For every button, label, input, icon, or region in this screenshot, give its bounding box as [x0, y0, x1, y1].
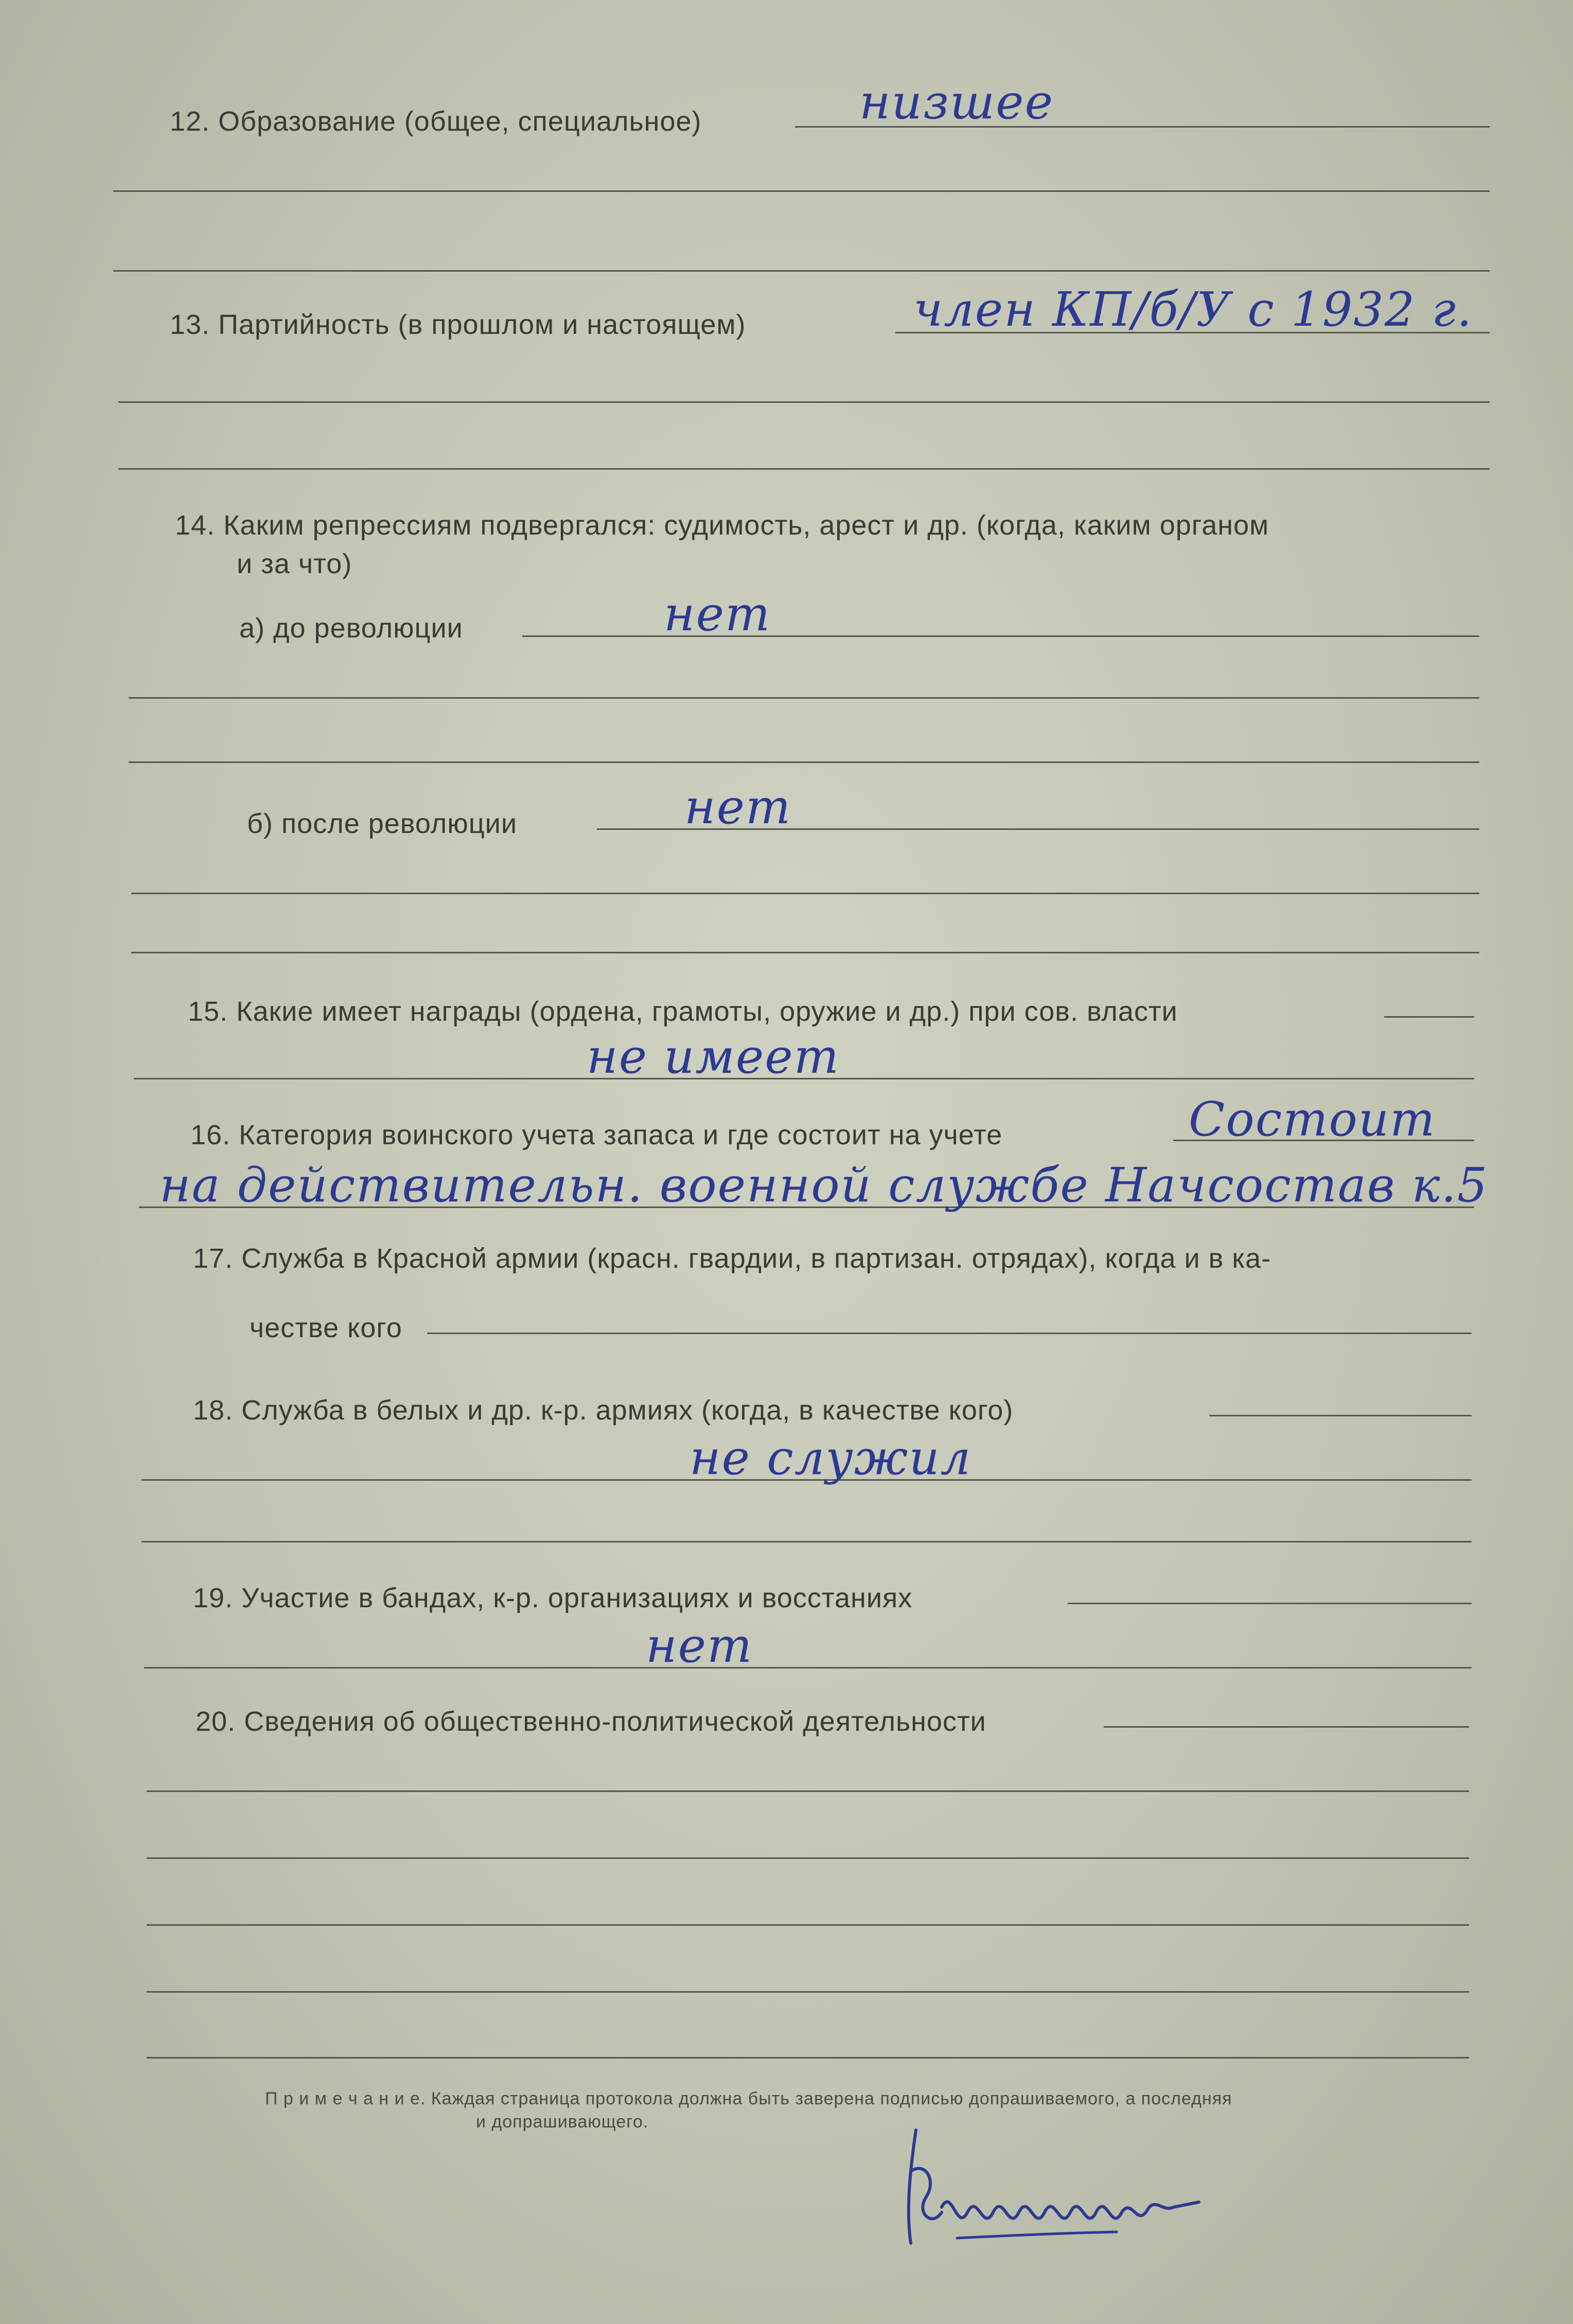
q15-answer: не имеет: [587, 1029, 840, 1084]
q14-b-answer: нет: [684, 779, 792, 835]
answer-line: [1104, 1726, 1469, 1728]
answer-line: [147, 1790, 1469, 1792]
answer-line: [147, 1991, 1469, 1993]
q15-label: 15. Какие имеет награды (ордена, грамоты, оружие и др.) при сов. власти: [188, 996, 1178, 1027]
q16-label: 16. Категория воинского учета запаса и где состоит на учете: [190, 1120, 1003, 1150]
answer-line: [1384, 1016, 1474, 1018]
answer-line: [142, 1541, 1472, 1542]
q14-b-label: б) после революции: [247, 808, 517, 839]
answer-line: [147, 2057, 1469, 2059]
q18-answer: не служил: [690, 1430, 972, 1485]
answer-line: [1209, 1415, 1472, 1416]
q16-answer-1: Состоит: [1189, 1092, 1436, 1147]
footnote-line-1: П р и м е ч а н и е. Каждая страница протокола должна быть заверена подписью допрашиваемого, а последняя: [265, 2089, 1232, 2108]
q14-a-answer: нет: [664, 587, 771, 642]
q20-label: 20. Сведения об общественно-политической деятельности: [196, 1706, 986, 1737]
answer-line: [118, 401, 1490, 403]
answer-line: [131, 893, 1479, 894]
q14-a-label: а) до революции: [239, 613, 463, 644]
answer-line: [144, 1667, 1472, 1669]
q14-label-1: 14. Каким репрессиям подвергался: судимость, арест и др. (когда, каким органом: [175, 510, 1269, 541]
answer-line: [1068, 1603, 1472, 1604]
answer-line: [131, 952, 1479, 953]
answer-line: [129, 761, 1479, 763]
handwritten-signature: [895, 2109, 1214, 2264]
answer-line: [147, 1924, 1469, 1926]
answer-line: [427, 1333, 1472, 1334]
q18-label: 18. Служба в белых и др. к-р. армиях (когда, в качестве кого): [193, 1395, 1014, 1426]
answer-line: [129, 697, 1479, 699]
answer-line: [113, 190, 1490, 192]
q19-label: 19. Участие в бандах, к-р. организациях и восстаниях: [193, 1583, 913, 1613]
answer-line: [113, 270, 1490, 272]
q17-label-1: 17. Служба в Красной армии (красн. гвардии, в партизан. отрядах), когда и в ка-: [193, 1243, 1271, 1274]
q13-answer: член КП/б/У с 1932 г.: [913, 282, 1473, 337]
answer-line: [118, 468, 1490, 470]
q19-answer: нет: [646, 1618, 753, 1673]
q12-answer: низшее: [859, 75, 1054, 130]
q16-answer-2: на действительн. военной службе Начсостав к.5: [160, 1158, 1489, 1213]
q12-label: 12. Образование (общее, специальное): [170, 106, 702, 137]
answer-line: [147, 1857, 1469, 1859]
q14-label-2: и за что): [237, 548, 352, 579]
q13-label: 13. Партийность (в прошлом и настоящем): [170, 309, 746, 340]
footnote-line-2: и допрашивающего.: [476, 2112, 649, 2132]
q17-label-2: честве кого: [250, 1312, 402, 1343]
